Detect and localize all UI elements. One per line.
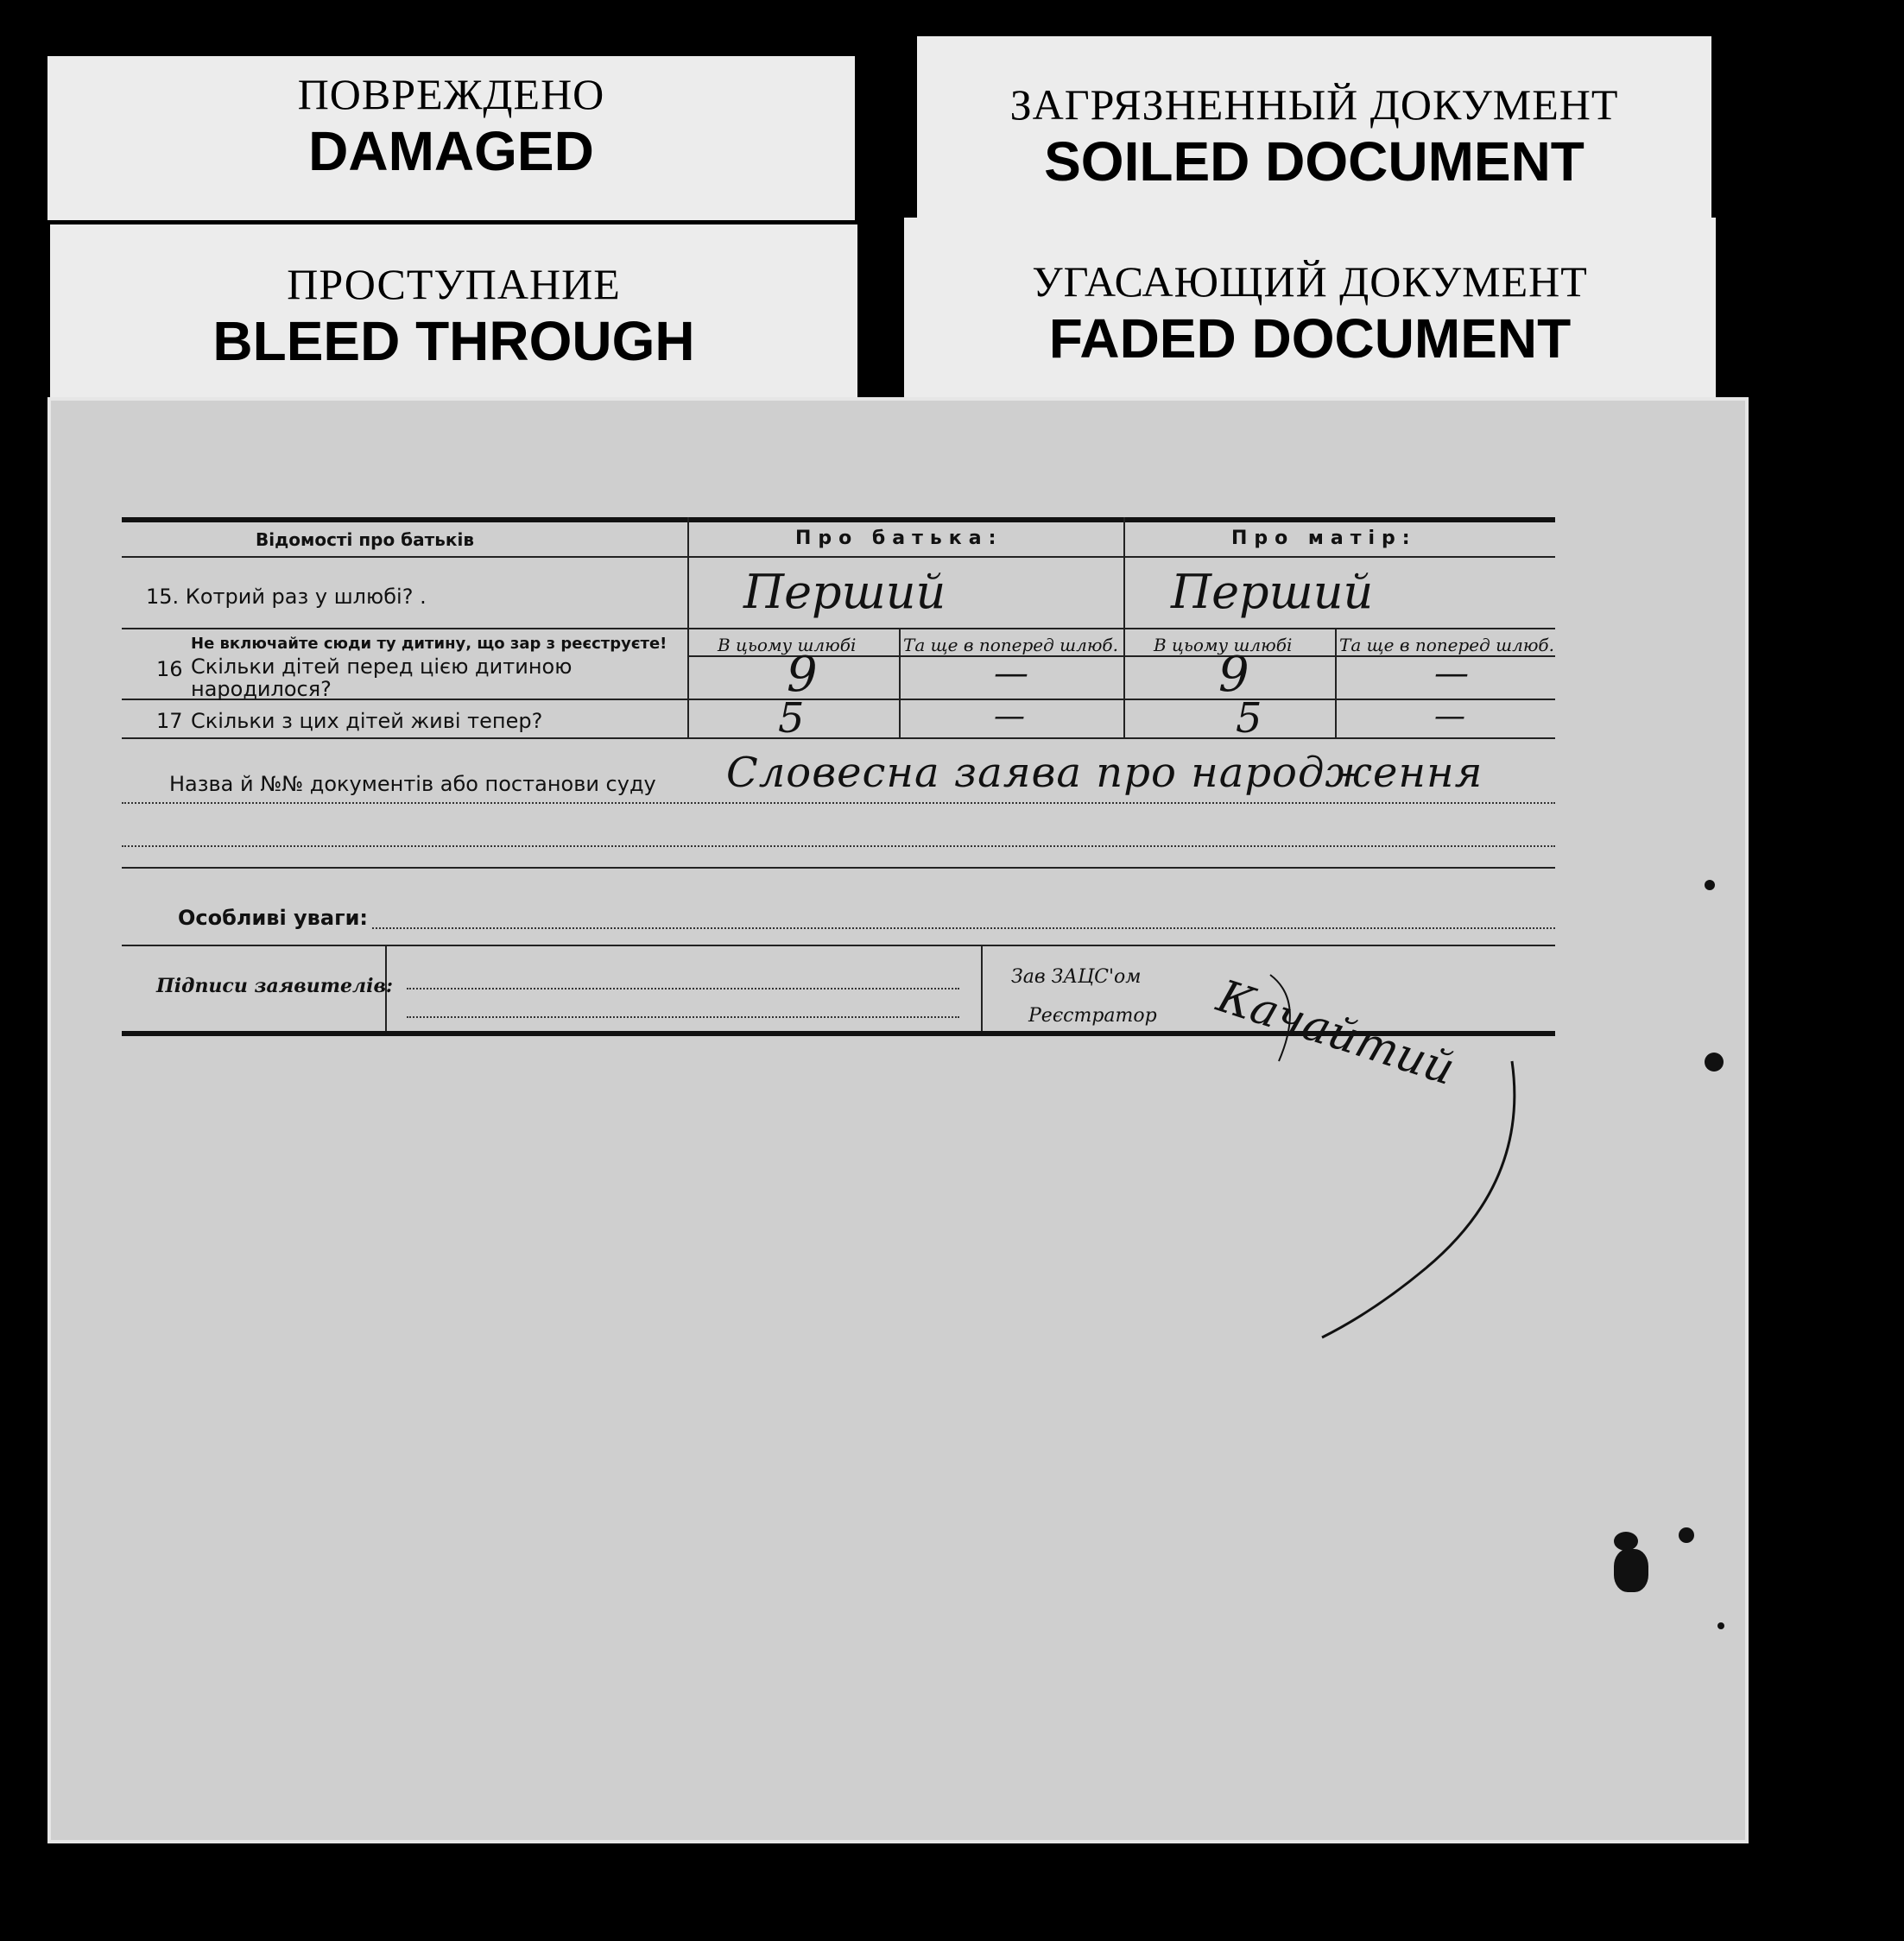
row16-note: Не включайте сюди ту дитину, що зар з реєструєте! (191, 635, 667, 653)
row17-label: Скільки з цих дітей живі тепер? (191, 709, 543, 733)
row17-father-prev-value: — (994, 699, 1025, 734)
row17-rule (122, 737, 1555, 739)
father-header: Про батька: (795, 528, 1003, 549)
documents-label: Назва й №№ документів або постанови суду (169, 772, 656, 796)
father-this-marriage-col: В цьому шлюбі (718, 635, 857, 655)
documents-line-1 (122, 802, 1555, 804)
applicant-signatures-label: Підписи заявителів: (156, 975, 394, 997)
document-sheet (47, 397, 1749, 1843)
damaged-label-card (47, 56, 855, 220)
mother-header: Про матір: (1231, 528, 1417, 549)
parents-info-form (122, 517, 1555, 1096)
documents-line-2 (122, 845, 1555, 847)
registrar-label: Реєстратор (1028, 1005, 1157, 1027)
col-divider-3 (899, 628, 901, 737)
row15-rule (122, 628, 1555, 629)
row15-father-value: Перший (743, 565, 946, 619)
row17-father-this-value: 5 (778, 694, 805, 743)
row16-father-prev-value: — (994, 654, 1028, 693)
ink-spot-2 (1705, 1053, 1724, 1072)
damaged-label-en: DAMAGED (308, 120, 594, 182)
soiled-label-ru: ЗАГРЯЗНЕННЫЙ ДОКУМЕНТ (1009, 80, 1619, 129)
soiled-label-en: SOILED DOCUMENT (1044, 130, 1585, 193)
documents-value: Словесна заява про народження (726, 749, 1483, 797)
applicant-sig-line-2 (407, 1016, 959, 1018)
header-rule (122, 556, 1555, 558)
mother-this-marriage-col: В цьому шлюбі (1154, 635, 1293, 655)
row17-number: 17 (156, 709, 183, 733)
applicant-sig-line-1 (407, 988, 959, 989)
row16-label: Скільки дітей перед цією дитиною народилося? (191, 654, 572, 701)
row17-mother-prev-value: — (1434, 699, 1465, 734)
head-label: Зав ЗАЦС'ом (1011, 966, 1142, 988)
row16-mother-prev-value: — (1434, 654, 1469, 693)
documents-bottom-rule (122, 867, 1555, 869)
signature-tail-stroke (1270, 1027, 1616, 1372)
soiled-label-card (917, 36, 1711, 218)
ink-spot-4 (1614, 1549, 1648, 1592)
faded-label-card (904, 218, 1716, 397)
ink-spot-6 (1717, 1622, 1724, 1629)
ink-spot-3 (1614, 1532, 1638, 1551)
col-divider-4 (1335, 628, 1337, 737)
bleed-through-label-en: BLEED THROUGH (212, 310, 695, 372)
row15-label: 15. Котрий раз у шлюбі? . (146, 585, 427, 609)
bleed-through-label-card (50, 224, 857, 397)
row16-sub-rule (687, 655, 1555, 657)
row16-father-this-value: 9 (787, 647, 818, 703)
ink-spot-1 (1705, 880, 1715, 890)
parents-info-header: Відомості про батьків (256, 529, 474, 550)
col-divider-2 (1123, 517, 1125, 737)
row16-number: 16 (156, 657, 183, 681)
mother-prev-marriage-col: Та ще в поперед шлюб. (1339, 635, 1554, 655)
bleed-through-label-ru: ПРОСТУПАНИЕ (287, 260, 621, 308)
sig-divider-2 (981, 945, 983, 1031)
ink-spot-5 (1679, 1527, 1694, 1543)
row16-mother-this-value: 9 (1218, 647, 1249, 703)
registrar-signature: Качайтий (1211, 970, 1461, 1096)
special-notes-line (372, 927, 1555, 929)
row17-mother-this-value: 5 (1236, 694, 1262, 743)
top-rule (122, 517, 1555, 522)
col-divider-1 (687, 517, 689, 737)
faded-label-en: FADED DOCUMENT (1048, 307, 1572, 370)
father-prev-marriage-col: Та ще в поперед шлюб. (903, 635, 1118, 655)
special-notes-label: Особливі уваги: (178, 906, 369, 930)
special-notes-rule (122, 945, 1555, 946)
row15-mother-value: Перший (1171, 565, 1374, 619)
damaged-label-ru: ПОВРЕЖДЕНО (297, 70, 605, 118)
faded-label-ru: УГАСАЮЩИЙ ДОКУМЕНТ (1032, 257, 1588, 306)
